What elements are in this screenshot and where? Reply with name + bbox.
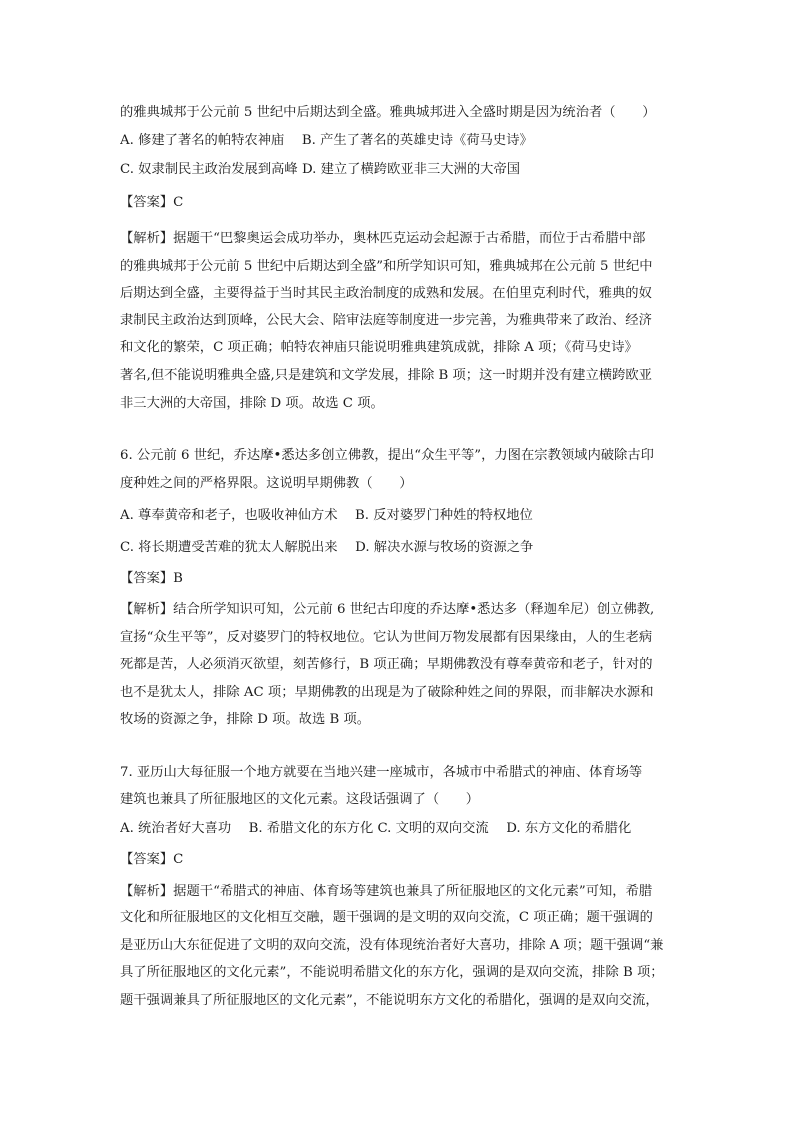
text-line: 非三大洲的大帝国，排除 D 项。故选 C 项。: [120, 396, 384, 411]
text-line: 的雅典城邦于公元前 5 世纪中后期达到全盛”和所学知识可知，雅典城邦在公元前 5 世纪中: [120, 259, 653, 274]
text-line: 度种姓之间的严格界限。这说明早期佛教（ ）: [120, 476, 413, 491]
text-line: 死都是苦，人必须消灭欲望，刻苦修行，B 项正确；早期佛教没有尊奉黄帝和老子，针对的: [120, 657, 653, 672]
text-line: A. 修建了著名的帕特农神庙 B. 产生了著名的英雄史诗《荷马史诗》: [120, 133, 533, 148]
text-line: 著名,但不能说明雅典全盛,只是建筑和文学发展，排除 B 项；这一时期并没有建立横跨欧亚: [120, 368, 652, 383]
text-line: C. 奴隶制民主政治发展到高峰 D. 建立了横跨欧亚非三大洲的大帝国: [120, 162, 521, 177]
text-line: 【解析】据题干“巴黎奥运会成功举办，奥林匹克运动会起源于古希腊，而位于古希腊中部: [120, 231, 646, 246]
text-line: 7. 亚历山大每征服一个地方就要在当地兴建一座城市，各城市中希腊式的神庙、体育场等: [120, 765, 643, 780]
text-line: 和文化的繁荣，C 项正确；帕特农神庙只能说明雅典建筑成就，排除 A 项；《荷马史诗》: [120, 340, 638, 355]
text-line: 宣扬“众生平等”，反对婆罗门的特权地位。它认为世间万物发展都有因果缘由，人的生老病: [120, 630, 653, 645]
text-line: 【解析】结合所学知识可知，公元前 6 世纪古印度的乔达摩•悉达多（释迦牟尼）创立佛教,: [120, 602, 655, 617]
text-line: 具了所征服地区的文化元素”，不能说明希腊文化的东方化，强调的是双向交流，排除 B 项；: [120, 965, 664, 980]
text-line: 文化和所征服地区的文化相互交融，题干强调的是文明的双向交流，C 项正确；题干强调的: [120, 910, 653, 925]
text-line: 【答案】C: [120, 852, 184, 867]
text-line: 的雅典城邦于公元前 5 世纪中后期达到全盛。雅典城邦进入全盛时期是因为统治者（ ）: [120, 105, 656, 120]
text-line: 是亚历山大东征促进了文明的双向交流，没有体现统治者好大喜功，排除 A 项；题干强调“兼: [120, 938, 664, 953]
text-line: 牧场的资源之争，排除 D 项。故选 B 项。: [120, 712, 371, 727]
text-line: 【答案】B: [120, 571, 183, 586]
text-line: 题干强调兼具了所征服地区的文化元素”，不能说明东方文化的希腊化，强调的是双向交流，: [120, 993, 659, 1008]
text-line: 建筑也兼具了所征服地区的文化元素。这段话强调了（ ）: [120, 792, 480, 807]
text-line: A. 统治者好大喜功 B. 希腊文化的东方化 C. 文明的双向交流 D. 东方文化的希腊化: [120, 821, 632, 836]
text-line: 后期达到全盛，主要得益于当时其民主政治制度的成熟和发展。在伯里克利时代，雅典的奴: [120, 286, 652, 301]
text-line: 【解析】据题干“希腊式的神庙、体育场等建筑也兼具了所征服地区的文化元素”可知，希腊: [120, 884, 653, 899]
text-line: C. 将长期遭受苦难的犹太人解脱出来 D. 解决水源与牧场的资源之争: [120, 540, 534, 555]
text-line: 隶制民主政治达到顶峰，公民大会、陪审法庭等制度进一步完善，为雅典带来了政治、经济: [120, 313, 652, 328]
text-line: 也不是犹太人，排除 AC 项；早期佛教的出现是为了破除种姓之间的界限，而非解决水源和: [120, 685, 654, 700]
text-line: A. 尊奉黄帝和老子，也吸收神仙方术 B. 反对婆罗门种姓的特权地位: [120, 508, 533, 523]
text-line: 【答案】C: [120, 195, 184, 210]
text-line: 6. 公元前 6 世纪，乔达摩•悉达多创立佛教，提出“众生平等”，力图在宗教领域内破除古印: [120, 448, 654, 463]
